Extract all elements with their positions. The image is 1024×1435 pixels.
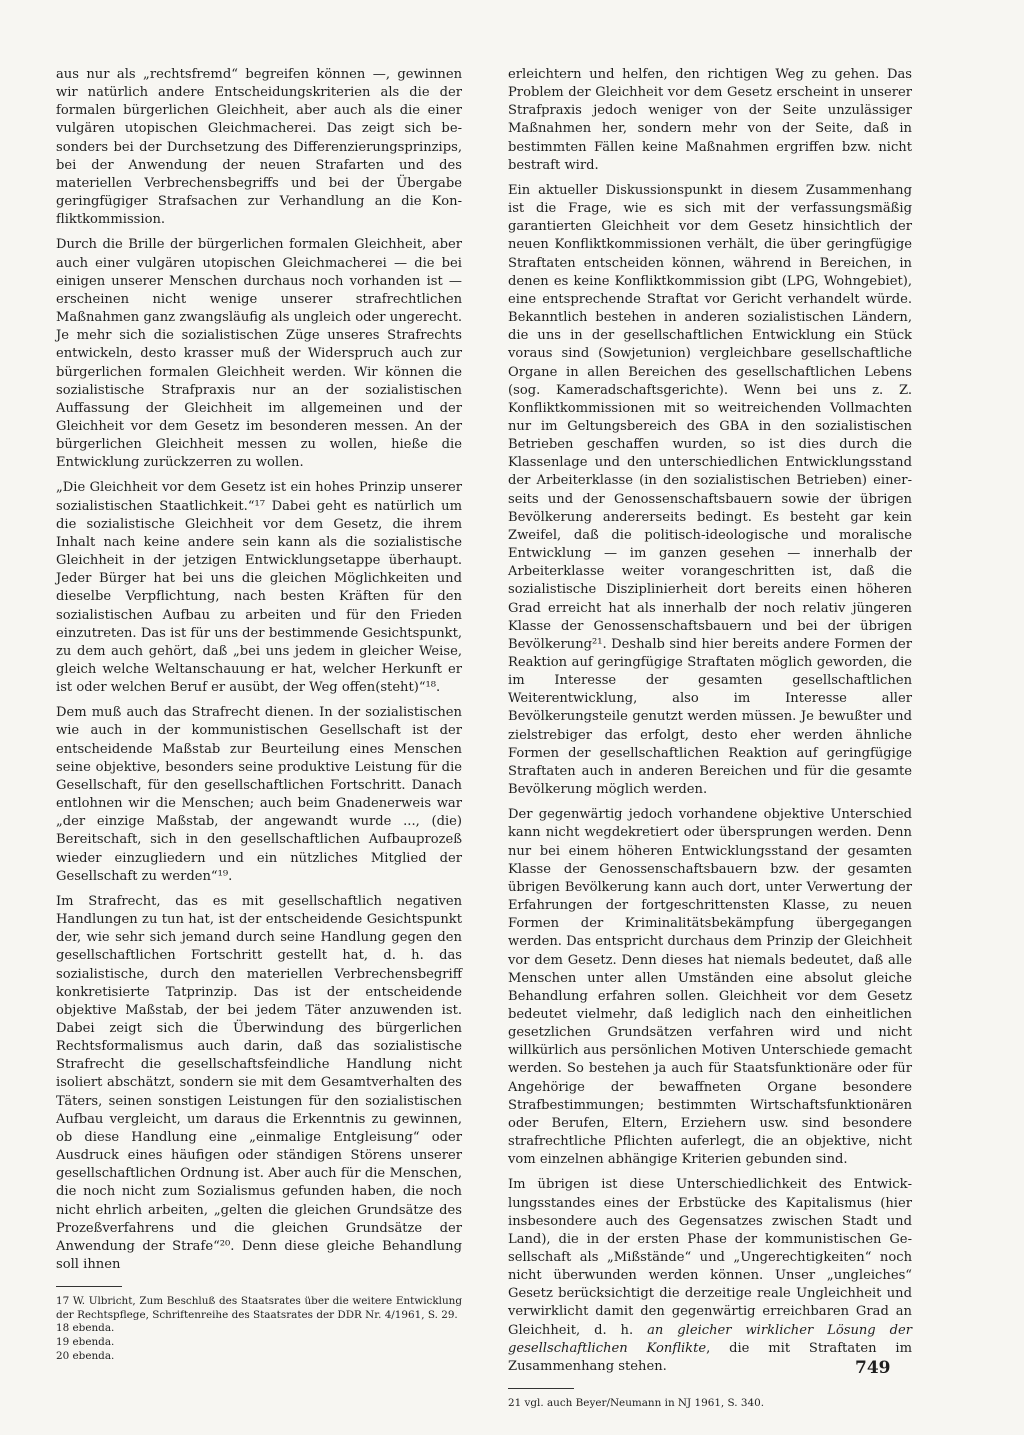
paragraph-tail: , die mit Straftaten im Zusammenhang stehen.: [508, 1340, 912, 1374]
paragraph: aus nur als „rechtsfremd“ begreifen können —, gewinnen wir natürlich andere Entscheidungskriterien als die der formalen bürgerlichen Gleichheit, aber auch als die einer vulgären utopischen Gleichmacherei. Das zeigt sich besonders bei der Durchsetzung des Differenzierungsprinzips, bei der Anwendung der neuen Strafarten und des materiellen Verbrechensbegriffs und bei der Übergabe geringfügiger Strafsachen zur Verhandlung an die Konfliktkommission.: [56, 67, 462, 228]
paragraph: Dem muß auch das Strafrecht dienen. In der sozialistischen wie auch in der kommunistischen Gesellschaft ist der entscheidende Maßstab zur Beurteilung eines Menschen seine objektive, besonders seine produktive Leistung für die Gesellschaft, für den gesellschaftlichen Fortschritt. Danach entlohnen wir die Menschen; auch beim Gnadenerweis war „der einzige Maßstab, der angewandt wurde ..., (die) Bereitschaft, sich in den gesellschaftlichen Aufbauprozeß wieder einzugliedern und ein nützliches Mitglied der Gesellschaft zu werden“¹⁹.: [56, 705, 462, 884]
paragraph: Ein aktueller Diskussionspunkt in diesem Zusammenhang ist die Frage, wie es sich mit der verfassungsmäßig garantierten Gleichheit vor dem Gesetz hinsichtlich der neuen Konfliktkommissionen verhält, die über geringfügige Straftaten entscheiden können, während in Bereichen, in denen es keine Konfliktkommission gibt (LPG, Wohngebiet), eine entsprechende Straftat vor Gericht verhandelt würde. Bekanntlich bestehen in anderen sozialistischen Ländern, die uns in der gesellschaftlichen Entwicklung ein Stück voraus sind (Sowjetunion) vergleichbare gesellschaftliche Organe in allen Bereichen des gesellschaftlichen Lebens (sog. Kameradschaftsgerichte). Wenn bei uns z. Z. Konfliktkommissionen mit so weitreichenden Vollmachten nur im Geltungsbereich des GBA in den sozialistischen Betrieben geschaffen wurden, so ist dies durch die Klassenlage und den unterschiedlichen Entwicklungsstand der Arbeiterklasse (in den sozialistischen Betrieben) einerseits und der Genossenschaftsbauern sowie der übrigen Bevölkerung andererseits bedingt. Es besteht gar kein Zweifel, daß die politisch-ideologische und moralische Entwicklung — im ganzen gesehen — innerhalb der Arbeiterklasse weiter vorangeschritten ist, daß die sozialistische Disziplinierheit dort bereits einen höheren Grad erreicht hat als innerhalb der noch relativ jüngeren Klasse der Genossenschaftsbauern und bei der übrigen Bevölkerung²¹. Deshalb sind hier bereits andere Formen der Reaktion auf geringfügige Straftaten möglich geworden, die im Interesse der gesamten gesellschaftlichen Weiterentwicklung, also im Interesse aller Bevölkerungsteile genutzt werden müssen. Je bewußter und zielstrebiger das erfolgt, desto eher werden ähnliche Formen der gesellschaftlichen Reaktion auf geringfügige Straftaten auch in anderen Bereichen und für die gesamte Bevölkerung möglich werden.: [508, 182, 912, 798]
right-column: [508, 66, 912, 1411]
footnote: 18 ebenda.: [56, 1322, 115, 1335]
paragraph-final: [508, 1176, 912, 1376]
footnote: 20 ebenda.: [56, 1349, 115, 1362]
paragraph: erleichtern und helfen, den richtigen Weg zu gehen. Das Problem der Gleichheit vor dem Gesetz erscheint in unserer Strafpraxis jedoch weniger von der Seite unzulässiger Maßnahmen her, sondern mehr von der Seite, daß in bestimmten Fällen keine Maßnahmen ergriffen bzw. nicht bestraft wird.: [508, 67, 912, 173]
page-number: 749: [855, 1358, 891, 1378]
paragraph-text: Im übrigen ist diese Unterschiedlichkeit des Entwicklungsstandes eines der Erbstücke des Kapitalismus (hier insbesondere auch des Gegensatzes zwischen Stadt und Land), die in der ersten Phase der kommunistischen Gesellschaft als „Mißstände“ und „Ungerechtigkeiten“ noch nicht überwunden werden können. Unser „ungleiches“ Gesetz berücksichtigt die derzeitige reale Ungleichheit und verwirklicht damit den gegenwärtig erreichbaren Grad an Gleichheit, d. h.: [508, 1177, 912, 1338]
paragraph: Der gegenwärtig jedoch vorhandene objektive Unterschied kann nicht wegdekretiert oder übersprungen werden. Denn nur bei einem höheren Entwicklungsstand der gesamten Klasse der Genossenschaftsbauern bzw. der gesamten übrigen Bevölkerung kann auch dort, unter Verwertung der Erfahrungen der fortgeschrittensten Klasse, zu neuen Formen der Kriminalitätsbekämpfung übergegangen werden. Das entspricht durchaus dem Prinzip der Gleichheit vor dem Gesetz. Denn dieses hat niemals bedeutet, daß alle Menschen unter allen Umständen eine absolut gleiche Behandlung erfahren sollen. Gleichheit vor dem Gesetz bedeutet vielmehr, daß lediglich nach den einheitlichen gesetzlichen Grundsätzen verfahren wird und nicht willkürlich aus persönlichen Motiven Unterschiede gemacht werden. So bestehen ja auch für Staatsfunktionäre oder für Angehörige der bewaffneten Organe besondere Strafbestimmungen; bestimmten Wirtschaftsfunktionären oder Berufen, Eltern, Erziehern usw. sind besondere strafrechtliche Pflichten auferlegt, die an objektive, nicht vom einzelnen abhängige Kriterien gebunden sind.: [508, 807, 912, 1168]
footnote-divider: [508, 1388, 574, 1389]
paragraph: „Die Gleichheit vor dem Gesetz ist ein hohes Prinzip unserer sozialistischen Staatlichkeit.“¹⁷ Dabei geht es natürlich um die sozialistische Gleichheit vor dem Gesetz, die ihrem Inhalt nach keine andere sein kann als die sozialistische Gleichheit in der jetzigen Entwicklungsetappe überhaupt. Jeder Bürger hat bei uns die gleichen Möglichkeiten und dieselbe Verpflichtung, nach besten Kräften für den sozialistischen Aufbau zu arbeiten und für den Frieden einzutreten. Das ist für uns der bestimmende Gesichtspunkt, zu dem auch gehört, daß „bei uns jedem in gleicher Weise, gleich welche Weltanschauung er hat, welcher Herkunft er ist oder welchen Beruf er ausübt, der Weg offen(steht)“¹⁸.: [56, 480, 462, 696]
left-column: [56, 66, 462, 1363]
emphasis-text: an gleicher wirklicher Lösung der gesellschaftlichen Konflikte: [508, 1322, 913, 1356]
footnote: 21 vgl. auch Beyer/Neumann in NJ 1961, S. 340.: [508, 1397, 765, 1410]
paragraph: Durch die Brille der bürgerlichen formalen Gleichheit, aber auch einer vulgären utopischen Gleichmacherei — die bei einigen unserer Menschen durchaus noch vorhanden ist — erscheinen nicht wenige unserer strafrechtlichen Maßnahmen ganz zwangsläufig als ungleich oder ungerecht. Je mehr sich die sozialistischen Züge unseres Strafrechts entwickeln, desto krasser muß der Widerspruch auch zur bürgerlichen formalen Gleichheit werden. Wir können die sozialistische Strafpraxis nur an der sozialistischen Auffassung der Gleichheit im allgemeinen und der Gleichheit vor dem Gesetz im besonderen messen. An der bürgerlichen Gleichheit messen zu wollen, hieße die Entwicklung zurückzerren zu wollen.: [56, 237, 462, 471]
footnote: 19 ebenda.: [56, 1335, 115, 1348]
footnote: 17 W. Ulbricht, Zum Beschluß des Staatsrates über die weitere Entwicklung der Rechtspflege, Schriftenreihe des Staatsrates der DDR Nr. 4/1961, S. 29.: [56, 1295, 462, 1321]
footnote-divider: [56, 1286, 122, 1287]
paragraph: Im Strafrecht, das es mit gesellschaftlich negativen Handlungen zu tun hat, ist der entscheidende Gesichtspunkt der, wie sehr sich jemand durch seine Handlung gegen den gesellschaftlichen Fortschritt gestellt hat, d. h. das sozialistische, durch den materiellen Verbrechensbegriff konkretisierte Tatprinzip. Das ist der entscheidende objektive Maßstab, der bei jedem Täter anzuwenden ist. Dabei zeigt sich die Überwindung des bürgerlichen Rechtsformalismus auch darin, daß das sozialistische Strafrecht die gesellschaftsfeindliche Handlung nicht isoliert abschätzt, sondern sie mit dem Gesamtverhalten des Täters, seinen sonstigen Leistungen für den sozialistischen Aufbau vergleicht, um daraus die Erkenntnis zu gewinnen, ob diese Handlung eine „einmalige Entgleisung“ oder Ausdruck eines häufigen oder ständigen Störens unserer gesellschaftlichen Ordnung ist. Aber auch für die Menschen, die noch nicht zum Sozialismus gefunden haben, die noch nicht ehrlich arbeiten, „gelten die gleichen Grundsätze des Prozeßverfahrens und die gleichen Grundsätze der Anwendung der Strafe“²⁰. Denn diese gleiche Behandlung soll ihnen: [56, 893, 462, 1272]
